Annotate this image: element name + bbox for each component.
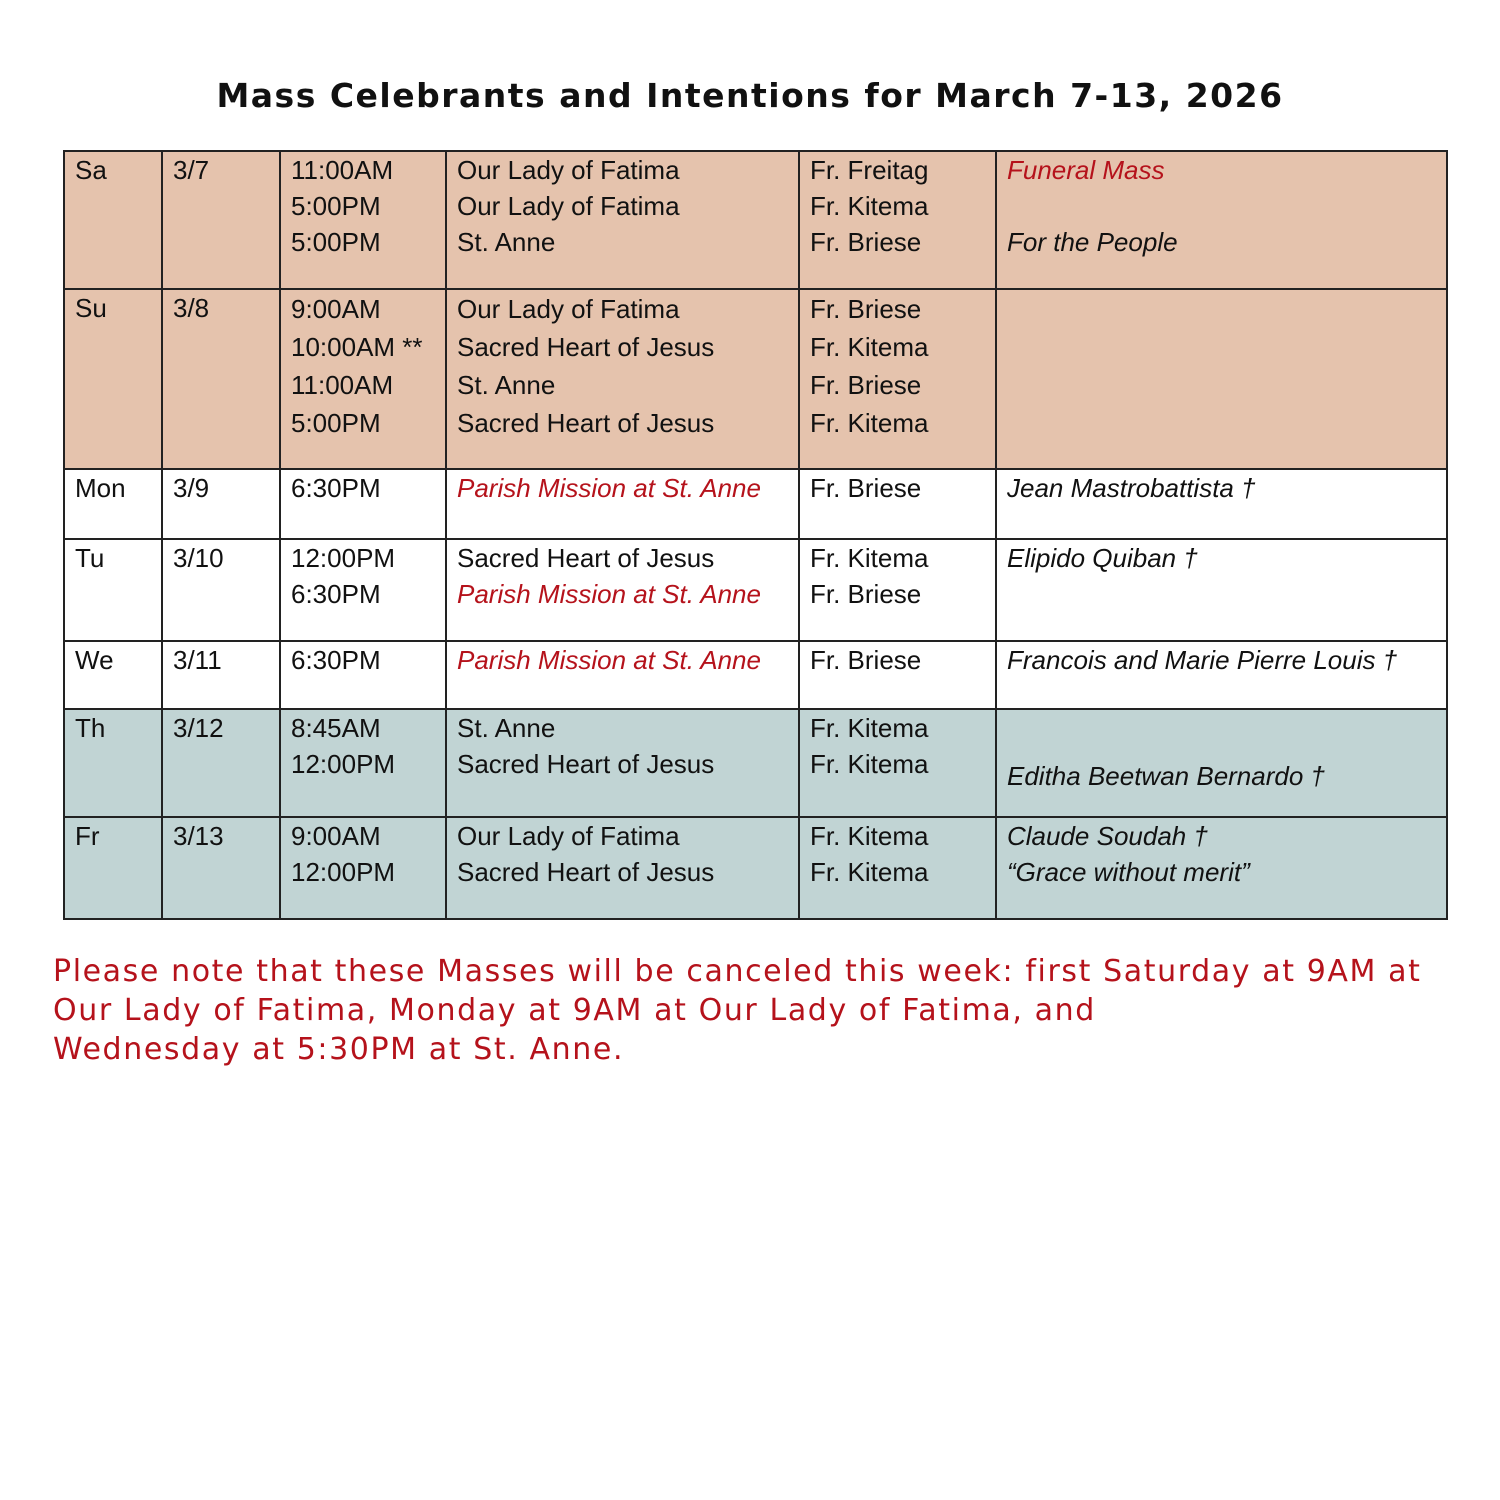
time-entry: 9:00AM bbox=[291, 294, 381, 324]
celebrant-entry: Fr. Kitema bbox=[810, 857, 929, 887]
intention-cell bbox=[996, 151, 1447, 289]
day-cell: We bbox=[64, 641, 162, 709]
time-entry: 6:30PM bbox=[291, 473, 381, 503]
intention-cell bbox=[996, 709, 1447, 817]
intention-cell bbox=[996, 817, 1447, 919]
church-entry: Sacred Heart of Jesus bbox=[457, 543, 715, 573]
date-cell: 3/13 bbox=[162, 817, 280, 919]
celebrant-entry: Fr. Kitema bbox=[810, 191, 929, 221]
celebrant-entry: Fr. Kitema bbox=[810, 713, 929, 743]
church-cell bbox=[446, 469, 799, 539]
table-row bbox=[64, 817, 1447, 919]
celebrant-entry: Fr. Kitema bbox=[810, 408, 929, 438]
time-entry: 11:00AM bbox=[291, 370, 394, 400]
intention-entry: Funeral Mass bbox=[1007, 155, 1165, 185]
intention-entry: Jean Mastrobattista † bbox=[1007, 473, 1256, 503]
church-entry: Our Lady of Fatima bbox=[457, 821, 680, 851]
church-cell bbox=[446, 289, 799, 469]
notice-line: Our Lady of Fatima, Monday at 9AM at Our Lady of Fatima, and bbox=[53, 993, 1096, 1028]
time-entry: 5:00PM bbox=[291, 227, 381, 257]
celebrant-cell bbox=[799, 539, 996, 641]
celebrant-cell bbox=[799, 817, 996, 919]
time-cell bbox=[280, 289, 446, 469]
church-cell bbox=[446, 641, 799, 709]
table-row bbox=[64, 641, 1447, 709]
date-cell: 3/8 bbox=[162, 289, 280, 469]
church-entry: St. Anne bbox=[457, 713, 556, 743]
celebrant-cell bbox=[799, 641, 996, 709]
church-cell bbox=[446, 817, 799, 919]
church-entry: St. Anne bbox=[457, 370, 556, 400]
intention-entry: Elipido Quiban † bbox=[1007, 543, 1198, 573]
church-entry: Our Lady of Fatima bbox=[457, 294, 680, 324]
celebrant-cell bbox=[799, 709, 996, 817]
church-entry: Parish Mission at St. Anne bbox=[457, 579, 761, 609]
table-row bbox=[64, 539, 1447, 641]
celebrant-entry: Fr. Freitag bbox=[810, 155, 929, 185]
date-cell: 3/9 bbox=[162, 469, 280, 539]
date-cell: 3/12 bbox=[162, 709, 280, 817]
day-cell: Mon bbox=[64, 469, 162, 539]
church-entry: St. Anne bbox=[457, 227, 556, 257]
church-entry: Sacred Heart of Jesus bbox=[457, 749, 715, 779]
time-cell bbox=[280, 709, 446, 817]
celebrant-cell bbox=[799, 469, 996, 539]
cancellation-notice bbox=[53, 952, 1463, 1069]
mass-schedule-table bbox=[63, 150, 1448, 920]
notice-line: Please note that these Masses will be canceled this week: first Saturday at 9AM at bbox=[53, 954, 1422, 989]
celebrant-entry: Fr. Kitema bbox=[810, 821, 929, 851]
page-title: Mass Celebrants and Intentions for March 7-13, 2026 bbox=[216, 76, 1284, 115]
date-cell: 3/7 bbox=[162, 151, 280, 289]
time-entry: 10:00AM ** bbox=[291, 332, 423, 362]
table-row bbox=[64, 469, 1447, 539]
time-entry: 5:00PM bbox=[291, 408, 381, 438]
church-entry: Sacred Heart of Jesus bbox=[457, 332, 715, 362]
intention-spacer bbox=[1007, 188, 1436, 224]
intention-entry: Claude Soudah † bbox=[1007, 821, 1208, 851]
table-row bbox=[64, 709, 1447, 817]
celebrant-entry: Fr. Kitema bbox=[810, 543, 929, 573]
celebrant-entry: Fr. Briese bbox=[810, 227, 922, 257]
notice-line: Wednesday at 5:30PM at St. Anne. bbox=[53, 1032, 625, 1067]
day-cell: Tu bbox=[64, 539, 162, 641]
time-entry: 12:00PM bbox=[291, 543, 396, 573]
intention-entry: “Grace without merit” bbox=[1007, 857, 1250, 887]
intention-cell bbox=[996, 539, 1447, 641]
intention-cell bbox=[996, 289, 1447, 469]
church-cell bbox=[446, 151, 799, 289]
celebrant-entry: Fr. Briese bbox=[810, 579, 922, 609]
time-entry: 6:30PM bbox=[291, 579, 381, 609]
time-entry: 11:00AM bbox=[291, 155, 394, 185]
celebrant-entry: Fr. Briese bbox=[810, 473, 922, 503]
table-row bbox=[64, 151, 1447, 289]
celebrant-cell bbox=[799, 289, 996, 469]
celebrant-entry: Fr. Briese bbox=[810, 294, 922, 324]
date-cell: 3/11 bbox=[162, 641, 280, 709]
celebrant-entry: Fr. Kitema bbox=[810, 749, 929, 779]
intention-cell bbox=[996, 469, 1447, 539]
church-entry: Parish Mission at St. Anne bbox=[457, 645, 761, 675]
time-entry: 5:00PM bbox=[291, 191, 381, 221]
time-cell bbox=[280, 817, 446, 919]
church-entry: Our Lady of Fatima bbox=[457, 191, 680, 221]
celebrant-entry: Fr. Kitema bbox=[810, 332, 929, 362]
time-entry: 6:30PM bbox=[291, 645, 381, 675]
celebrant-entry: Fr. Briese bbox=[810, 645, 922, 675]
celebrant-cell bbox=[799, 151, 996, 289]
date-cell: 3/10 bbox=[162, 539, 280, 641]
time-entry: 8:45AM bbox=[291, 713, 381, 743]
intention-entry: Francois and Marie Pierre Louis † bbox=[1007, 645, 1398, 675]
time-cell bbox=[280, 641, 446, 709]
day-cell: Th bbox=[64, 709, 162, 817]
day-cell: Su bbox=[64, 289, 162, 469]
church-cell bbox=[446, 709, 799, 817]
time-cell bbox=[280, 151, 446, 289]
time-cell bbox=[280, 469, 446, 539]
time-entry: 12:00PM bbox=[291, 857, 396, 887]
time-entry: 9:00AM bbox=[291, 821, 381, 851]
church-cell bbox=[446, 539, 799, 641]
intention-entry: Editha Beetwan Bernardo † bbox=[1007, 761, 1325, 791]
celebrant-entry: Fr. Briese bbox=[810, 370, 922, 400]
table-row bbox=[64, 289, 1447, 469]
time-entry: 12:00PM bbox=[291, 749, 396, 779]
intention-entry: For the People bbox=[1007, 227, 1178, 257]
day-cell: Sa bbox=[64, 151, 162, 289]
church-entry: Sacred Heart of Jesus bbox=[457, 408, 715, 438]
church-entry: Our Lady of Fatima bbox=[457, 155, 680, 185]
intention-cell bbox=[996, 641, 1447, 709]
time-cell bbox=[280, 539, 446, 641]
day-cell: Fr bbox=[64, 817, 162, 919]
church-entry: Sacred Heart of Jesus bbox=[457, 857, 715, 887]
church-entry: Parish Mission at St. Anne bbox=[457, 473, 761, 503]
